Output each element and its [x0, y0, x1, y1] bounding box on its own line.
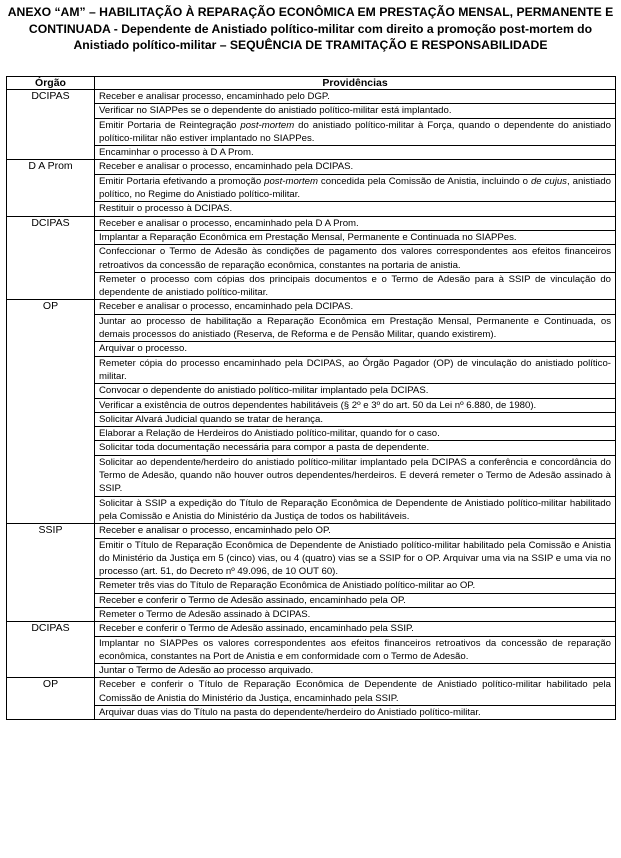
providencia-cell: Receber e conferir o Título de Reparação Econômica de Dependente de Anistiado político-militar habilitado pela Comissão de Anistia do Ministério da Justiça, encaminhado pela SSIP.: [95, 678, 616, 706]
providencia-cell: Emitir Portaria de Reintegração post-mortem do anistiado político-militar à Força, quando o dependente do anistiado político-militar não estiver implantado no SIAPPes.: [95, 118, 616, 146]
table-row: [7, 441, 616, 455]
header-orgao: Órgão: [7, 77, 95, 90]
providencia-cell: Receber e analisar o processo, encaminhado pela DCIPAS.: [95, 300, 616, 314]
table-row: [7, 245, 616, 273]
orgao-cell: DCIPAS: [7, 622, 95, 678]
table-row: [7, 427, 616, 441]
table-row: [7, 524, 616, 538]
table-header-row: [7, 77, 616, 90]
providencia-cell: Receber e conferir o Termo de Adesão assinado, encaminhado pela SSIP.: [95, 622, 616, 636]
table-row: [7, 230, 616, 244]
providencia-cell: Implantar no SIAPPes os valores correspondentes aos efeitos financeiros retroativos da concessão de reparação econômica, constantes na Port de Anistia e em conformidade com o Termo de Adesão.: [95, 636, 616, 664]
providencia-cell: Arquivar duas vias do Título na pasta do dependente/herdeiro do Anistiado político-militar.: [95, 706, 616, 720]
providencia-cell: Receber e analisar o processo, encaminhado pela DCIPAS.: [95, 160, 616, 174]
providencia-cell: Juntar o Termo de Adesão ao processo arquivado.: [95, 664, 616, 678]
table-row: [7, 160, 616, 174]
header-providencias: Providências: [95, 77, 616, 90]
table-row: [7, 300, 616, 314]
table-row: [7, 90, 616, 104]
table-row: [7, 579, 616, 593]
document-title: [6, 4, 615, 54]
table-row: [7, 678, 616, 706]
providencia-cell: Solicitar toda documentação necessária para compor a pasta de dependente.: [95, 441, 616, 455]
table-row: [7, 706, 616, 720]
providencia-cell: Implantar a Reparação Econômica em Prestação Mensal, Permanente e Continuada no SIAPPes.: [95, 230, 616, 244]
providencia-cell: Solicitar Alvará Judicial quando se tratar de herança.: [95, 412, 616, 426]
orgao-cell: D A Prom: [7, 160, 95, 216]
table-row: [7, 104, 616, 118]
providencia-cell: Emitir o Título de Reparação Econômica de Dependente de Anistiado político-militar habilitado pela Comissão e Anistia do Ministério da Justiça em 5 (cinco) vias, ou 4 (quatro) vias se a SSIP for o OP. Arquivar uma via na SSIP e uma via no processo (art. 51, do Decreto nº 49.096, de 10 OUT 60).: [95, 538, 616, 579]
providencia-cell: Arquivar o processo.: [95, 342, 616, 356]
providencia-cell: Remeter cópia do processo encaminhado pela DCIPAS, ao Órgão Pagador (OP) de vinculação do anistiado político-militar.: [95, 356, 616, 384]
providencia-cell: Solicitar à SSIP a expedição do Título de Reparação Econômica de Dependente de Anistiado político-militar habilitado pela Comissão e Anistia do Ministério da Justiça de todos os habilitáveis.: [95, 496, 616, 524]
italic-term: de cujus: [530, 175, 567, 187]
providencia-cell: Elaborar a Relação de Herdeiros do Anistiado político-militar, quando for o caso.: [95, 427, 616, 441]
table-row: [7, 412, 616, 426]
providencia-cell: Remeter o Termo de Adesão assinado à DCIPAS.: [95, 607, 616, 621]
table-row: [7, 146, 616, 160]
table-row: [7, 342, 616, 356]
table-row: [7, 538, 616, 579]
table-row: [7, 636, 616, 664]
table-row: [7, 496, 616, 524]
providencia-cell: Encaminhar o processo à D A Prom.: [95, 146, 616, 160]
providencia-cell: Restituir o processo à DCIPAS.: [95, 202, 616, 216]
providencia-cell: Remeter três vias do Título de Reparação Econômica de Anistiado político-militar ao OP.: [95, 579, 616, 593]
title-line-3: Anistiado político-militar – SEQUÊNCIA DE TRAMITAÇÃO E RESPONSABILIDADE: [73, 38, 548, 52]
orgao-cell: DCIPAS: [7, 90, 95, 160]
providencia-cell: Solicitar ao dependente/herdeiro do anistiado político-militar implantado pela DCIPAS a conferência e concordância do Termo de Adesão, quando não houver outros dependentes/herdeiros. E deverá remeter o Termo de Adesão assinado à SSIP.: [95, 455, 616, 496]
table-row: [7, 118, 616, 146]
table-row: [7, 607, 616, 621]
providencia-cell: Remeter o processo com cópias dos principais documentos e o Termo de Adesão para à SSIP de vinculação do dependente de anistiado político-militar.: [95, 272, 616, 300]
title-line-2: CONTINUADA - Dependente de Anistiado político-militar com direito a promoção post-mortem do: [28, 21, 593, 36]
table-row: [7, 398, 616, 412]
table-body: [7, 90, 616, 720]
italic-term: post-mortem: [240, 119, 295, 131]
italic-term: post-mortem: [264, 175, 318, 187]
table-row: [7, 174, 616, 202]
table-row: [7, 272, 616, 300]
table-row: [7, 202, 616, 216]
table-row: [7, 356, 616, 384]
procedure-table: [6, 76, 616, 720]
orgao-cell: DCIPAS: [7, 216, 95, 300]
providencia-cell: Verificar no SIAPPes se o dependente do anistiado político-militar está implantado.: [95, 104, 616, 118]
table-row: [7, 314, 616, 342]
orgao-cell: SSIP: [7, 524, 95, 622]
providencia-cell: Emitir Portaria efetivando a promoção post-mortem concedida pela Comissão de Anistia, incluindo o de cujus, anistiado político, no Regime do Anistiado político-militar.: [95, 174, 616, 202]
providencia-cell: Convocar o dependente do anistiado político-militar implantado pela DCIPAS.: [95, 384, 616, 398]
orgao-cell: OP: [7, 300, 95, 524]
table-row: [7, 622, 616, 636]
table-row: [7, 384, 616, 398]
providencia-cell: Receber e analisar processo, encaminhado pelo DGP.: [95, 90, 616, 104]
title-line-1: ANEXO “AM” – HABILITAÇÃO À REPARAÇÃO ECONÔMICA EM PRESTAÇÃO MENSAL, PERMANENTE E: [7, 5, 614, 19]
providencia-cell: Receber e analisar o processo, encaminhado pela D A Prom.: [95, 216, 616, 230]
providencia-cell: Confeccionar o Termo de Adesão às condições de pagamento dos valores correspondentes aos efeitos financeiros retroativos da concessão de reparação econômica, constantes na portaria de anistia.: [95, 245, 616, 273]
table-row: [7, 216, 616, 230]
providencia-cell: Juntar ao processo de habilitação a Reparação Econômica em Prestação Mensal, Permanente e Continuada, os demais processos do anistiado (Reserva, de Reforma e de Pensão Militar, quando existirem).: [95, 314, 616, 342]
table-row: [7, 664, 616, 678]
providencia-cell: Receber e conferir o Termo de Adesão assinado, encaminhado pela OP.: [95, 593, 616, 607]
providencia-cell: Receber e analisar o processo, encaminhado pelo OP.: [95, 524, 616, 538]
table-row: [7, 593, 616, 607]
orgao-cell: OP: [7, 678, 95, 720]
table-row: [7, 455, 616, 496]
providencia-cell: Verificar a existência de outros dependentes habilitáveis (§ 2º e 3º do art. 50 da Lei nº 6.880, de 1980).: [95, 398, 616, 412]
